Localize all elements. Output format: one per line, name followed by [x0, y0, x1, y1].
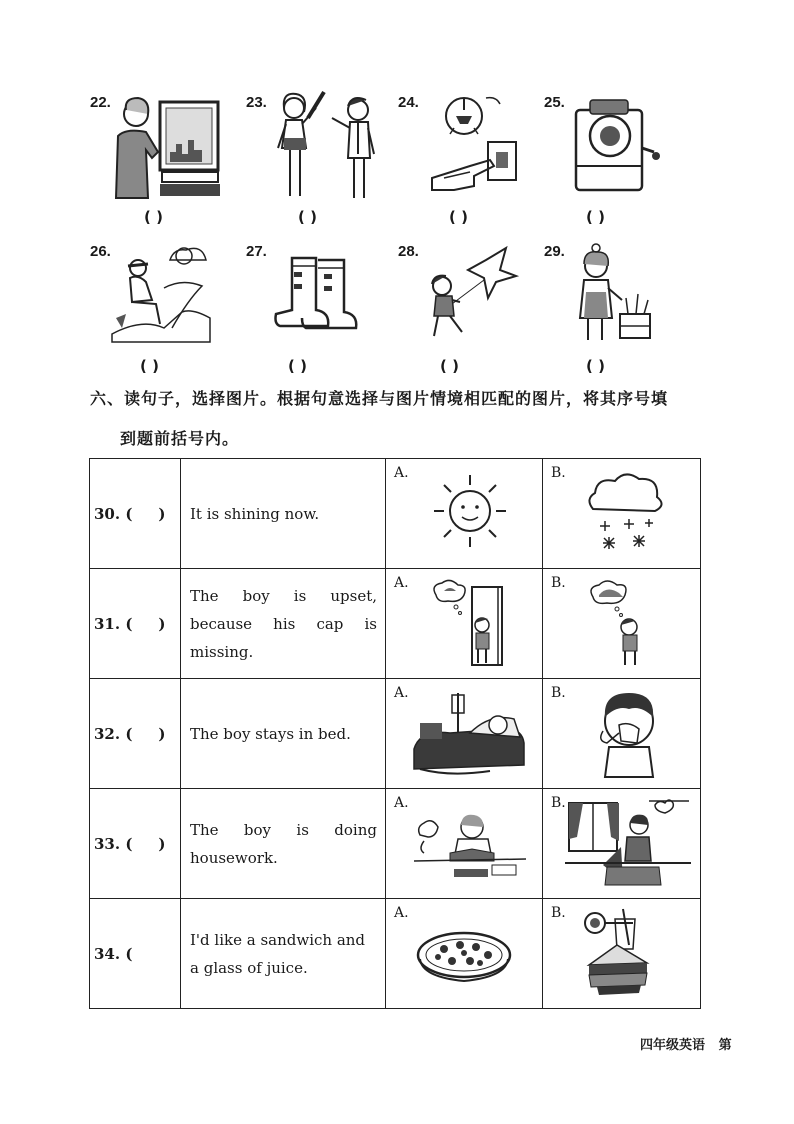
boy-thinking-door-icon [426, 577, 510, 669]
table-row [90, 899, 701, 1009]
option-b-cell[interactable] [543, 459, 701, 569]
hand-switching-light-icon [430, 94, 526, 198]
question-paren-close [132, 945, 158, 963]
pizza-icon [414, 925, 514, 989]
answer-paren[interactable]: ( ) [144, 208, 163, 226]
option-a-cell[interactable] [386, 679, 543, 789]
question-cell [90, 789, 181, 899]
sentence-text: The boy is upset, because his cap is missing. [190, 586, 377, 661]
answer-paren[interactable]: ( ) [298, 208, 317, 226]
item-24-number: 24. [398, 94, 419, 111]
item-25-number: 25. [544, 94, 565, 111]
question-number: 30. ( [94, 505, 133, 523]
option-b-label: B. [551, 465, 566, 481]
option-b-cell[interactable] [543, 569, 701, 679]
question-number: 33. ( [94, 835, 133, 853]
option-a-label: A. [394, 685, 409, 701]
option-b-cell[interactable] [543, 789, 701, 899]
item-29-number: 29. [544, 243, 565, 260]
option-a-label: A. [394, 575, 409, 591]
girl-with-pencil-and-boy-icon [272, 88, 382, 206]
table-row [90, 569, 701, 679]
boy-reading-icon [410, 801, 530, 885]
option-a-cell[interactable] [386, 569, 543, 679]
option-b-cell[interactable] [543, 679, 701, 789]
section-6-title-cont: 到题前括号内。 [120, 429, 240, 448]
question-paren-close: ) [158, 615, 166, 633]
boy-cleaning-icon [563, 797, 693, 889]
answer-paren[interactable]: ( ) [288, 357, 307, 375]
sentence-cell [181, 899, 386, 1009]
table-row [90, 679, 701, 789]
question-cell [90, 899, 181, 1009]
question-number: 32. ( [94, 725, 133, 743]
sun-icon [430, 471, 510, 551]
item-28-number: 28. [398, 243, 419, 260]
question-paren-close: ) [158, 835, 166, 853]
question-cell [90, 569, 181, 679]
sentence-text: The boy is doing housework. [190, 820, 377, 867]
option-b-cell[interactable] [543, 899, 701, 1009]
sentence-text: The boy stays in bed. [190, 724, 351, 743]
sentence-line-1: I'd like a sandwich and [190, 930, 366, 949]
answer-paren[interactable]: ( ) [449, 208, 468, 226]
snow-cloud-icon [583, 469, 667, 557]
question-paren-close: ) [158, 725, 166, 743]
option-b-label: B. [551, 575, 566, 591]
boots-icon [272, 254, 364, 334]
section-6-title: 六、读句子，选择图片。根据句意选择与图片情境相匹配的图片，将其序号填 [90, 389, 669, 408]
matching-table [89, 458, 701, 1009]
sentence-cell [181, 569, 386, 679]
option-a-label: A. [394, 905, 409, 921]
question-cell [90, 679, 181, 789]
option-b-label: B. [551, 685, 566, 701]
woman-at-computer-icon [112, 92, 224, 204]
boy-thinking-cap-icon [587, 575, 667, 669]
item-22-number: 22. [90, 94, 111, 111]
man-on-beach-icon [112, 238, 212, 344]
girl-watering-plants-icon [570, 240, 658, 346]
pencil-sharpener-icon [570, 94, 662, 194]
sentence-cell [181, 459, 386, 569]
table-row [90, 459, 701, 569]
sentence-text: It is shining now. [190, 504, 320, 523]
table-row [90, 789, 701, 899]
boy-sneezing-icon [589, 685, 669, 781]
sentence-line-2: a glass of juice. [190, 958, 308, 977]
option-a-label: A. [394, 795, 409, 811]
answer-paren[interactable]: ( ) [586, 208, 605, 226]
option-b-label: B. [551, 795, 566, 811]
question-number: 31. ( [94, 615, 133, 633]
answer-paren[interactable]: ( ) [440, 357, 459, 375]
item-27-number: 27. [246, 243, 267, 260]
page-footer: 四年级英语 第 [640, 1038, 732, 1053]
item-23-number: 23. [246, 94, 267, 111]
question-number: 34. ( [94, 945, 133, 963]
option-a-cell[interactable] [386, 899, 543, 1009]
item-26-number: 26. [90, 243, 111, 260]
option-a-cell[interactable] [386, 459, 543, 569]
sandwich-juice-icon [577, 905, 667, 1001]
sentence-text [181, 926, 385, 982]
boy-flying-kite-icon [424, 240, 520, 346]
sentence-cell [181, 789, 386, 899]
answer-paren[interactable]: ( ) [586, 357, 605, 375]
option-b-label: B. [551, 905, 566, 921]
sentence-cell [181, 679, 386, 789]
boy-in-bed-icon [410, 689, 530, 781]
option-a-cell[interactable] [386, 789, 543, 899]
option-a-label: A. [394, 465, 409, 481]
question-cell [90, 459, 181, 569]
question-paren-close: ) [158, 505, 166, 523]
answer-paren[interactable]: ( ) [140, 357, 159, 375]
